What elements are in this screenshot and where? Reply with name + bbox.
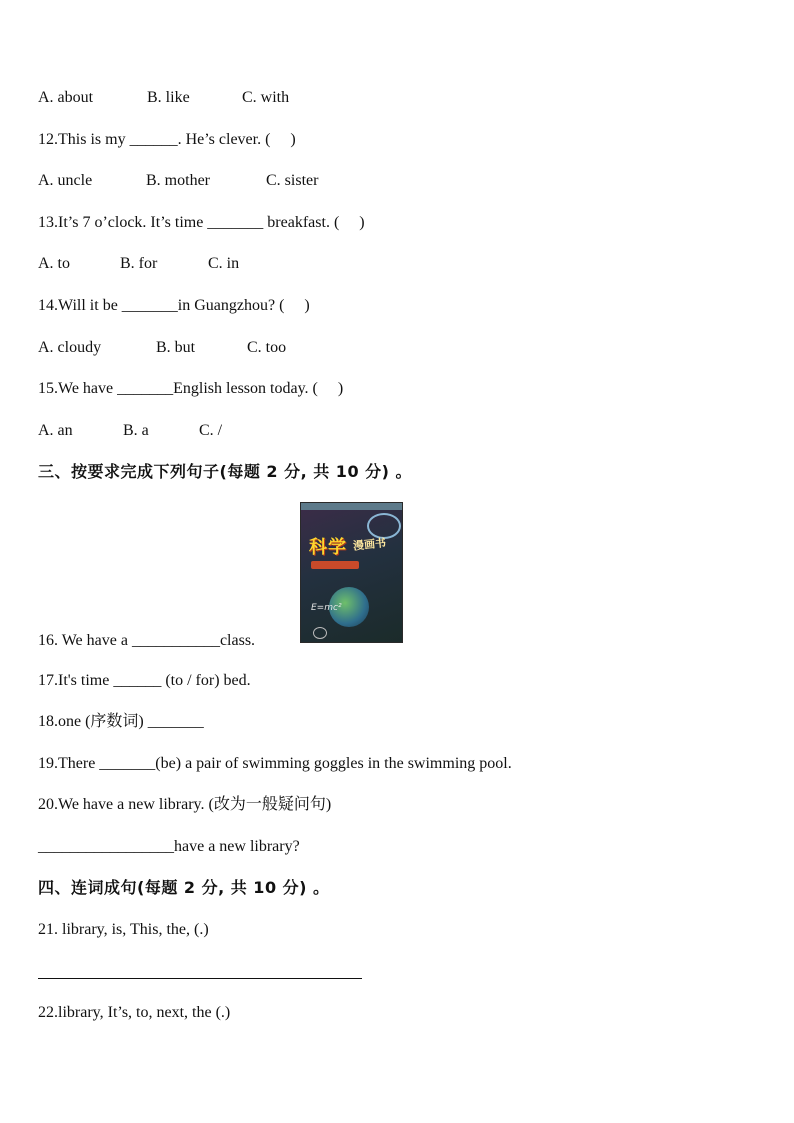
q12-option-a: A. uncle: [38, 172, 93, 189]
q15-option-a: A. an: [38, 422, 73, 439]
q12-question: 12.This is my ______. He’s clever. ( ): [38, 131, 296, 148]
publisher-seal-icon: [313, 627, 327, 639]
q11-option-a: A. about: [38, 89, 94, 106]
q13-question: 13.It’s 7 o’clock. It’s time _______ breakfast. ( ): [38, 214, 365, 231]
q15-question: 15.We have _______English lesson today. ( ): [38, 380, 344, 397]
cover-top-bar: [301, 503, 402, 510]
q12-option-c: C. sister: [266, 172, 319, 189]
q11-option-b: B. like: [147, 89, 190, 106]
q22-question: 22.library, It’s, to, next, the (.): [38, 1004, 231, 1021]
q21-question: 21. library, is, This, the, (.): [38, 921, 209, 938]
section-4-heading: 四、连词成句(每题 2 分, 共 10 分) 。: [38, 878, 330, 897]
book-subtitle: 漫画书: [352, 536, 387, 553]
q13-option-b: B. for: [120, 255, 158, 272]
q13-option-c: C. in: [208, 255, 240, 272]
q20-answer-line: _________________have a new library?: [38, 838, 300, 855]
section-3-heading: 三、按要求完成下列句子(每题 2 分, 共 10 分) 。: [38, 462, 413, 481]
q19-question: 19.There _______(be) a pair of swimming goggles in the swimming pool.: [38, 755, 512, 772]
q21-answer-rule: [38, 978, 362, 979]
volume-badge: [311, 561, 359, 569]
q13-option-a: A. to: [38, 255, 70, 272]
q11-option-c: C. with: [242, 89, 290, 106]
science-comic-book-cover: [300, 502, 403, 643]
q12-option-b: B. mother: [146, 172, 210, 189]
q20-question: 20.We have a new library. (改为一般疑问句): [38, 796, 332, 813]
q17-question: 17.It's time ______ (to / for) bed.: [38, 672, 251, 689]
book-title: 科学: [309, 537, 347, 558]
q15-option-c: C. /: [199, 422, 223, 439]
q14-option-a: A. cloudy: [38, 339, 102, 356]
q15-option-b: B. a: [123, 422, 149, 439]
q14-question: 14.Will it be _______in Guangzhou? ( ): [38, 297, 310, 314]
q16-question: 16. We have a ___________class.: [38, 632, 256, 649]
q18-question: 18.one (序数词) _______: [38, 713, 204, 730]
q14-option-b: B. but: [156, 339, 196, 356]
q14-option-c: C. too: [247, 339, 287, 356]
formula-text: E=mc²: [311, 603, 342, 613]
